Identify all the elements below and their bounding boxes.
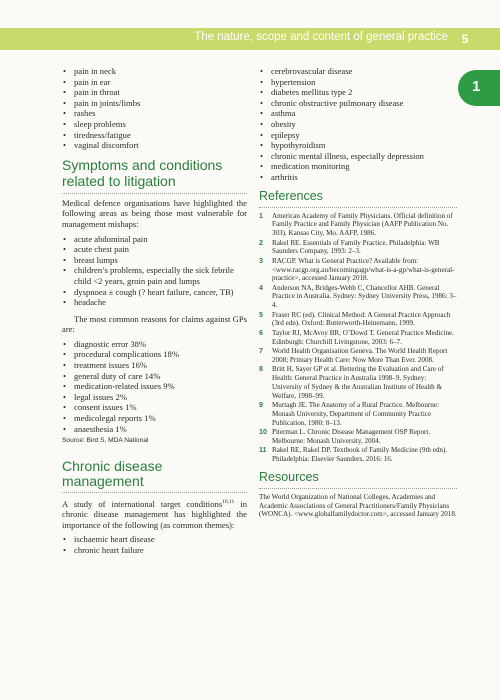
chapter-tab	[458, 70, 500, 106]
chapter-number: 1	[472, 78, 481, 95]
resources-heading: Resources	[259, 469, 319, 484]
list-item: • pain in ear	[62, 77, 247, 88]
right-column	[259, 66, 457, 519]
citation-superscript: 10,11	[222, 498, 235, 505]
list-item: • pain in throat	[62, 87, 247, 98]
list-item: • sleep problems	[62, 119, 247, 130]
reference-text: American Academy of Family Physicians. Official definition of Family Practice and Family Physician (AAFP Publication No. 303). Kansas City, Mo. AAFP, 1986.	[272, 211, 453, 238]
list-item: • dyspnoea ± cough (? heart failure, cancer, TB)	[62, 287, 247, 298]
reference-number: 3	[259, 256, 263, 265]
reference-item	[259, 365, 457, 400]
list-item: • chronic mental illness, especially depression	[259, 151, 457, 162]
reference-number: 10	[259, 428, 267, 436]
reference-number: 11	[259, 446, 267, 455]
chronic-heading: Chronic disease management	[62, 457, 163, 489]
list-item: • hypothyroidism	[259, 140, 457, 151]
litigation-heading-line2: related to litigation	[62, 172, 176, 189]
list-item: • chronic obstructive pulmonary disease	[259, 98, 457, 109]
reference-text: Rakel RE, Rakel DP. Textbook of Family Medicine (9th edn). Philadelphia: Elsevier Saunders, 2016: 16.	[272, 446, 448, 463]
list-item: • breast lumps	[62, 255, 247, 266]
list-item: • diabetes mellitus type 2	[259, 87, 457, 98]
litigation-areas-list	[62, 234, 247, 308]
list-item: • cerebrovascular disease	[259, 66, 457, 77]
reference-text: Britt H, Sayer GP et al. Bettering the Evaluation and Care of Health: General Practice in Australia 1998–9. Sydney: University of Sydney & the Australian Institute of Health & Welfare, 1998–99.	[272, 365, 444, 400]
list-item: • procedural complications 18%	[62, 349, 247, 360]
list-item: • asthma	[259, 108, 457, 119]
list-item: • vaginal discomfort	[62, 140, 247, 151]
reference-number: 8	[259, 365, 263, 374]
chronic-intro-b: in chronic disease management has highlighted the importance of the following (as common themes):	[62, 498, 247, 530]
list-item: • children’s problems, especially the sick febrile child <2 years, groin pain and lumps	[62, 265, 247, 286]
litigation-heading	[62, 157, 247, 189]
reasons-intro: The most common reasons for claims against GPs are:	[62, 313, 247, 335]
list-item: • acute chest pain	[62, 244, 247, 255]
list-item: • anaesthesia 1%	[62, 424, 247, 435]
list-item: • legal issues 2%	[62, 392, 247, 403]
reference-item	[259, 428, 457, 446]
reference-item	[259, 212, 457, 238]
claims-reasons-list	[62, 339, 247, 434]
reference-item	[259, 239, 457, 257]
litigation-heading-line1: Symptoms and conditions	[62, 156, 223, 173]
reference-item	[259, 446, 457, 464]
list-item: • hypertension	[259, 77, 457, 88]
list-item: • medication-related issues 9%	[62, 381, 247, 392]
reference-item	[259, 311, 457, 329]
chronic-conditions-list-continued	[259, 66, 457, 183]
reference-text: Fraser RC (ed). Clinical Method: A General Practice Approach (3rd edn). Oxford: Butterworth-Heinemann, 1999.	[272, 310, 451, 328]
references-list	[259, 212, 457, 464]
left-column	[62, 66, 247, 556]
list-item: • acute abdominal pain	[62, 234, 247, 245]
reference-text: Rakel RE. Essentials of Family Practice. Philadelphia: WB Saunders Company, 1993: 2–3.	[272, 238, 440, 256]
list-item: • diagnostic error 38%	[62, 339, 247, 350]
reference-text: RACGP. What is General Practice? Available from: <www.racgp.org.au/becomingagp/what-is-a-gp/what-is-general-practice>, accessed January 2018.	[272, 256, 455, 283]
list-item: • rashes	[62, 108, 247, 119]
heading-rule	[259, 488, 457, 489]
reference-item	[259, 347, 457, 365]
reference-text: World Health Organisation Geneva. The World Health Report 2008; Primary Health Care: Now More Than Ever. 2008.	[272, 347, 448, 364]
chronic-intro-a: A study of international target conditions	[62, 498, 223, 509]
reference-number: 1	[259, 211, 263, 220]
litigation-intro: Medical defence organisations have highlighted the following areas as being those most vulnerable for management mishaps:	[62, 197, 247, 229]
list-item: • chronic heart failure	[62, 545, 247, 556]
list-item: • pain in neck	[62, 66, 247, 77]
reference-number: 5	[259, 310, 263, 319]
list-item: • pain in joints/limbs	[62, 98, 247, 109]
reference-text: Murtagh JE. The Anatomy of a Rural Practice. Melbourne: Monash University, Department of Community Practice Publication, 1980: 8–13.	[272, 401, 439, 427]
resources-text: The World Organization of National Colleges, Academies and Academic Associations of General Practitioners/Family Physicians (WONCA). <www.globalfamilydoctor.com>, accessed January 2018.	[259, 492, 457, 519]
chronic-intro	[62, 497, 247, 531]
reference-item	[259, 284, 457, 310]
reference-number: 6	[259, 328, 263, 337]
list-item: • tiredness/fatigue	[62, 130, 247, 141]
reference-number: 9	[259, 401, 263, 410]
list-item: • ischaemic heart disease	[62, 534, 247, 545]
references-heading: References	[259, 188, 323, 203]
reference-text: Piterman L. Chronic Disease Management OSP Report. Melbourne: Monash University, 2004.	[272, 428, 431, 445]
list-item: • consent issues 1%	[62, 402, 247, 413]
reference-item	[259, 401, 457, 427]
list-item: • medication monitoring	[259, 161, 457, 172]
reference-number: 2	[259, 238, 263, 247]
list-item: • medicolegal reports 1%	[62, 413, 247, 424]
reference-number: 7	[259, 347, 263, 356]
reference-number: 4	[259, 283, 263, 292]
heading-rule	[259, 207, 457, 208]
reference-item	[259, 329, 457, 347]
heading-rule	[62, 193, 247, 194]
heading-rule	[62, 492, 247, 493]
reference-item	[259, 257, 457, 283]
running-header-title: The nature, scope and content of general practice	[194, 31, 448, 43]
list-item: • general duty of care 14%	[62, 371, 247, 382]
reference-text: Taylor RJ, McAvoy BR, O’Dowd T. General Practice Medicine. Edinburgh: Churchill Livingstone, 2003: 6–7.	[272, 328, 454, 346]
list-item: • epilepsy	[259, 130, 457, 141]
chronic-conditions-list	[62, 534, 247, 555]
list-item: • arthritis	[259, 172, 457, 183]
source-note: Source: Bird S, MDA National	[62, 437, 149, 445]
list-item: • treatment issues 16%	[62, 360, 247, 371]
list-item: • headache	[62, 297, 247, 308]
reference-text: Anderson NA, Bridges-Webb C, Chancellor AHB. General Practice in Australia. Sydney: Sydney University Press, 1986: 3–4.	[272, 283, 457, 310]
page-number: 5	[461, 32, 469, 46]
symptom-list	[62, 66, 247, 151]
list-item: • obesity	[259, 119, 457, 130]
